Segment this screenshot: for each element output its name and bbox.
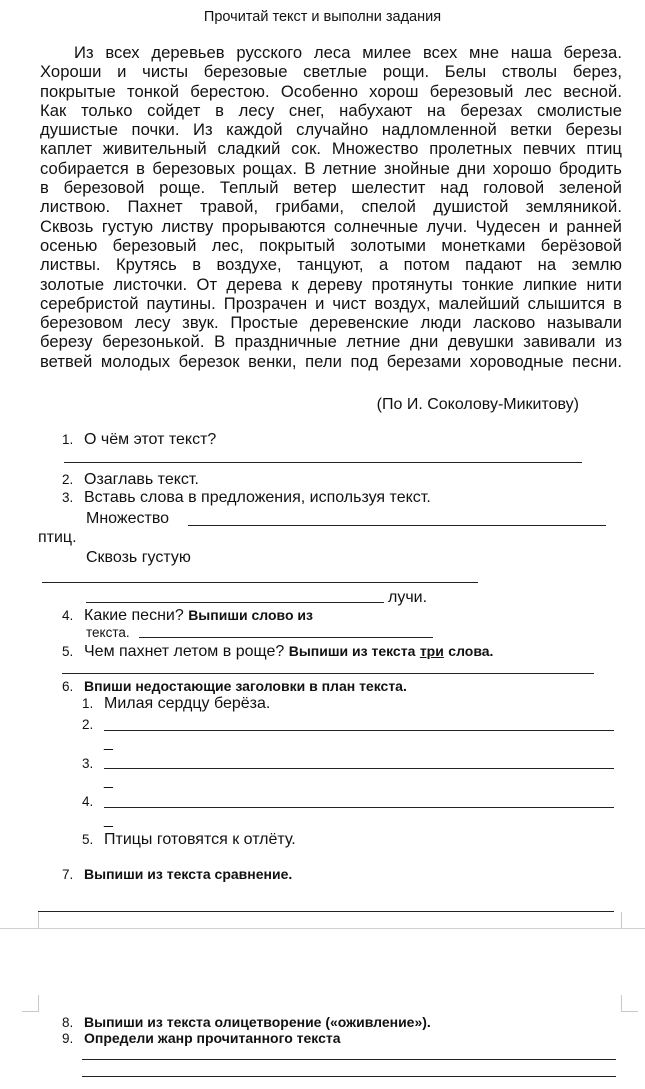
task-4-instruction: Выпиши слово из <box>188 607 313 623</box>
plan-item-5 <box>82 831 296 849</box>
task-5-text: Чем пахнет летом в роще? <box>84 643 285 660</box>
task-6-text: Впиши недостающие заголовки в план текста. <box>84 678 407 694</box>
task-3-sentence-2-start: Сквозь густую <box>86 549 191 566</box>
plan-item-1 <box>82 695 270 713</box>
passage-line: ветвей молодых березок венки, пели под березами хороводные песни. <box>40 351 622 371</box>
plan-item-4 <box>82 793 104 811</box>
plan-dash: _ <box>104 734 113 751</box>
task-4-instruction-cont: текста. <box>86 625 130 640</box>
passage-line: золотые листочки. От дерева к дереву протянуты тонкие липкие нити <box>40 274 622 294</box>
task-number: 5. <box>62 644 74 659</box>
answer-line[interactable] <box>104 807 614 808</box>
page-corner-mark <box>22 995 39 1012</box>
task-3 <box>62 489 431 507</box>
passage-line: Сквозь густую листву прорываются солнечные лучи. Чудесен и ранней <box>40 216 622 236</box>
task-9-text: Определи жанр прочитанного текста <box>84 1030 341 1046</box>
task-number: 4. <box>62 608 74 623</box>
plan-number: 5. <box>82 832 94 847</box>
task-2-text: Озаглавь текст. <box>84 471 199 488</box>
task-4 <box>62 607 313 625</box>
task-1 <box>62 431 216 449</box>
task-2 <box>62 471 199 489</box>
task-5 <box>62 643 493 661</box>
answer-line[interactable] <box>62 673 594 674</box>
answer-line[interactable] <box>139 637 433 638</box>
task-5-instruction: Выпиши из текста <box>288 643 416 659</box>
task-3-sentence-2-end: лучи. <box>388 589 428 606</box>
task-number: 1. <box>62 432 74 447</box>
answer-line[interactable] <box>82 1076 616 1077</box>
task-number: 3. <box>62 490 74 505</box>
passage-line: покрытые тонкой берестою. Особенно хорош березовый лес весной. <box>40 81 622 101</box>
task-8-text: Выпиши из текста олицетворение («оживление»). <box>84 1014 431 1030</box>
passage-line: каплет живительный сладкий сок. Множество пролетных певчих птиц <box>40 139 622 159</box>
passage-line: собирается в березовых рощах. В летние знойные дни хорошо бродить <box>40 158 622 178</box>
task-6 <box>62 678 407 694</box>
passage-line: осенью березовый лес, покрытый золотыми монетками берёзовой <box>40 235 622 255</box>
answer-line[interactable] <box>104 730 614 731</box>
passage-line: в березовой роще. Теплый ветер шелестит над головой зеленой <box>40 178 622 198</box>
passage-line: серебристой паутины. Прозрачен и чист воздух, малейший слышится в <box>40 293 622 313</box>
passage-line: Как только сойдет в лесу снег, набухают на березах смолистые <box>40 100 622 120</box>
plan-text: Птицы готовятся к отлёту. <box>104 831 296 848</box>
task-number: 7. <box>62 867 74 882</box>
passage-line: Хороши и чисты березовые светлые рощи. Белы стволы берез, <box>40 62 622 82</box>
task-9 <box>62 1030 341 1046</box>
task-3-text: Вставь слова в предложения, используя текст. <box>84 489 431 506</box>
plan-number: 2. <box>82 717 94 732</box>
task-8 <box>62 1014 431 1030</box>
plan-dash: _ <box>104 811 113 828</box>
page-title: Прочитай текст и выполни задания <box>203 9 442 25</box>
plan-dash: _ <box>104 772 113 789</box>
task-4-text: Какие песни? <box>84 607 184 624</box>
task-7-text: Выпиши из текста сравнение. <box>84 866 293 882</box>
task-number: 6. <box>62 679 74 694</box>
task-5-instruction-end: слова. <box>448 643 494 659</box>
answer-line[interactable] <box>64 462 582 463</box>
plan-number: 3. <box>82 756 94 771</box>
answer-line[interactable] <box>86 602 384 603</box>
task-1-text: О чём этот текст? <box>84 431 217 448</box>
plan-number: 1. <box>82 696 94 711</box>
plan-number: 4. <box>82 794 94 809</box>
author-attribution: (По И. Соколову-Микитову) <box>376 396 579 413</box>
plan-item-3 <box>82 755 104 773</box>
page-break <box>0 928 645 929</box>
task-7 <box>62 866 292 882</box>
page-corner-mark <box>621 912 638 929</box>
answer-line[interactable] <box>38 911 614 912</box>
passage <box>40 43 622 371</box>
answer-line[interactable] <box>104 768 614 769</box>
task-number: 9. <box>62 1031 74 1046</box>
passage-line: березовом лесу звук. Простые деревенские люди ласково называли <box>40 313 622 333</box>
page-corner-mark <box>22 912 39 929</box>
plan-text: Милая сердцу берёза. <box>104 695 271 712</box>
answer-line[interactable] <box>42 582 478 583</box>
plan-item-2 <box>82 716 104 734</box>
answer-line[interactable] <box>82 1059 616 1060</box>
task-number: 2. <box>62 472 74 487</box>
passage-line: листвы. Крутясь в воздухе, танцуют, а потом падают на землю <box>40 255 622 275</box>
task-5-underlined-word: три <box>419 643 444 659</box>
page-corner-mark <box>621 995 638 1012</box>
passage-line: душистые почки. Из каждой случайно надломленной ветки березы <box>40 120 622 140</box>
task-number: 8. <box>62 1015 74 1030</box>
passage-line: березу березонькой. В праздничные летние дни девушки завивали из <box>40 332 622 352</box>
passage-line: листвою. Пахнет травой, грибами, спелой душистой земляникой. <box>40 197 622 217</box>
answer-line[interactable] <box>188 525 606 526</box>
passage-line: Из всех деревьев русского леса милее всех мне наша береза. <box>74 43 622 62</box>
task-3-sentence-1-end: птиц. <box>38 529 77 546</box>
task-3-sentence-1-start: Множество <box>86 510 170 527</box>
